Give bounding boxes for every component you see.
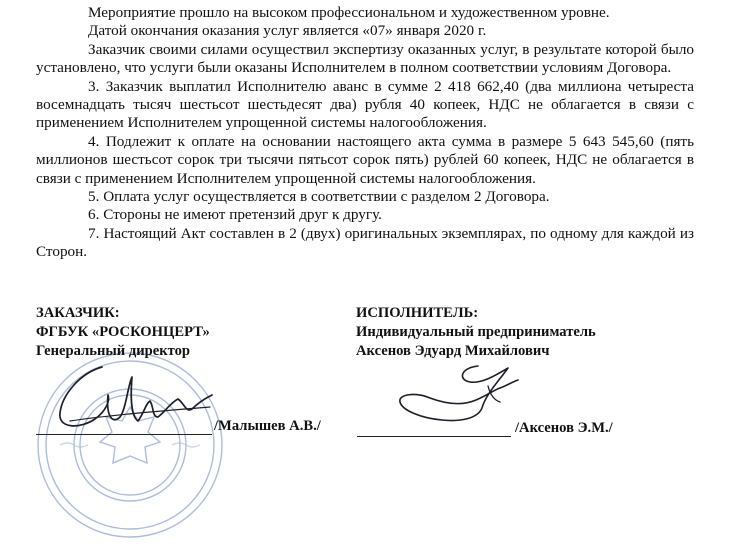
paragraph-payment: 4. Подлежит к оплате на основании настоящего акта сумма в размере 5 643 545,60 (пять миллионов шестьсот сорок три тысячи пятьсот сорок пять) рублей 60 копеек, НДС не облагается в связи с применением Исполнителем упрощенной системы налогообложения. bbox=[36, 132, 694, 187]
customer-signature-line bbox=[36, 434, 212, 435]
act-body bbox=[36, 4, 694, 262]
contractor-signature bbox=[390, 360, 530, 430]
contractor-position: Аксенов Эдуард Михайлович bbox=[356, 343, 550, 359]
paragraph-no-claims: 6. Стороны не имеют претензий друг к другу. bbox=[88, 206, 382, 224]
paragraph-end-date: Датой окончания оказания услуг является «07» января 2020 г. bbox=[88, 22, 487, 40]
customer-signature bbox=[40, 355, 220, 440]
contractor-org: Индивидуальный предприниматель bbox=[356, 324, 596, 340]
customer-position: Генеральный директор bbox=[36, 343, 191, 359]
paragraph-advance: 3. Заказчик выплатил Исполнителю аванс в сумме 2 418 662,40 (два миллиона четыреста восемнадцать тысяч шестьсот шестьдесят два) рубля 40 копеек, НДС не облагается в связи с применением Исполнителем упрощенной системы налогообложения. bbox=[36, 77, 694, 132]
paragraph-contract-terms: 5. Оплата услуг осуществляется в соответствии с разделом 2 Договора. bbox=[88, 188, 550, 206]
customer-block bbox=[36, 304, 210, 361]
paragraph-copies: 7. Настоящий Акт составлен в 2 (двух) оригинальных экземплярах, по одному для каждой из Сторон. bbox=[36, 224, 694, 261]
customer-org: ФГБУК «РОСКОНЦЕРТ» bbox=[36, 324, 210, 340]
paragraph-expertise: Заказчик своими силами осуществил экспертизу оказанных услуг, в результате которой было установлено, что услуги были оказаны Исполнителем в полном соответствии условиям Договора. bbox=[36, 40, 694, 77]
contractor-block bbox=[356, 304, 596, 361]
contractor-signature-name: /Аксенов Э.М./ bbox=[515, 420, 613, 436]
customer-heading: ЗАКАЗЧИК: bbox=[36, 305, 120, 321]
customer-signature-name: /Малышев А.В./ bbox=[214, 418, 321, 434]
contractor-heading: ИСПОЛНИТЕЛЬ: bbox=[356, 305, 479, 321]
contractor-signature-line bbox=[357, 436, 511, 437]
paragraph-event-quality: Мероприятие прошло на высоком профессиональном и художественном уровне. bbox=[88, 4, 610, 21]
